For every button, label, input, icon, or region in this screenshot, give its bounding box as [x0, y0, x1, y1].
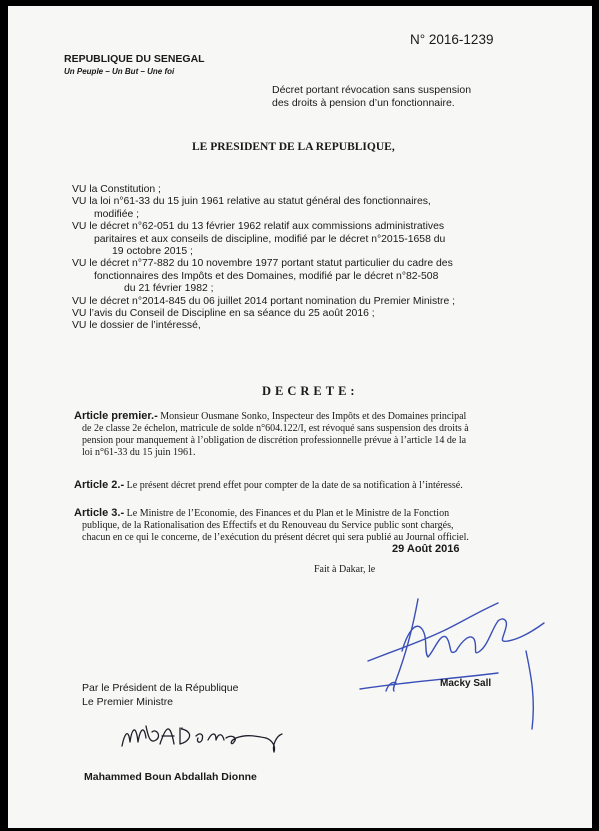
- president-title: LE PRESIDENT DE LA REPUBLIQUE,: [192, 141, 395, 153]
- national-motto: Un Peuple – Un But – Une foi: [64, 67, 175, 76]
- article-2: [74, 479, 538, 492]
- president-signature: [348, 591, 558, 741]
- article-text: pension pour manquement à l’obligation de discrétion professionnelle prévue à l’article 14 de la: [82, 435, 467, 446]
- visa-line: VU le décret n°62-051 du 13 février 1962 relatif aux commissions administratives: [72, 221, 445, 233]
- article-text: Monsieur Ousmane Sonko, Inspecteur des Impôts et des Domaines principal: [157, 411, 467, 422]
- visa-line: du 21 février 1982 ;: [124, 283, 214, 295]
- article-text: de 2e classe 2e échelon, matricule de solde n°604.122/I, est révoqué sans suspension des droits à: [82, 423, 469, 434]
- article-label: Article 2.-: [74, 479, 125, 491]
- president-name: Macky Sall: [440, 678, 492, 689]
- signature-date: 29 Août 2016: [392, 543, 460, 555]
- decree-number: N° 2016-1239: [410, 32, 494, 47]
- article-text: loi n°61-33 du 15 juin 1961.: [82, 447, 196, 458]
- article-premier: [74, 410, 538, 459]
- decrete-heading: DECRETE:: [262, 384, 359, 398]
- article-text: Le Ministre de l’Economie, des Finances et du Plan et le Ministre de la Fonction: [124, 508, 450, 519]
- visa-line: VU le décret n°2014-845 du 06 juillet 2014 portant nomination du Premier Ministre ;: [72, 295, 456, 307]
- visa-line: VU la loi n°61-33 du 15 juin 1961 relative au statut général des fonctionnaires,: [72, 196, 431, 208]
- visa-line: paritaires et aux conseils de discipline, modifié par le décret n°2015-1658 du: [94, 233, 446, 245]
- subject-line-1: Décret portant révocation sans suspension: [272, 84, 472, 96]
- article-text: chacun en ce qui le concerne, de l’exécution du présent décret qui sera publié au Journal officiel.: [82, 532, 469, 543]
- decree-subject: [272, 84, 471, 110]
- visas-list: [72, 184, 455, 333]
- article-label: Article premier.-: [74, 410, 158, 422]
- article-text: publique, de la Rationalisation des Effectifs et du Renouveau du Service public sont chargés,: [82, 520, 454, 531]
- visa-line: fonctionnaires des Impôts et des Domaines, modifié par le décret n°82-508: [94, 270, 439, 282]
- visa-line: modifiée ;: [94, 208, 140, 220]
- visa-line: VU l’avis du Conseil de Discipline en sa séance du 25 août 2016 ;: [72, 308, 375, 320]
- subject-line-2: des droits à pension d’un fonctionnaire.: [272, 97, 455, 109]
- visa-line: 19 octobre 2015 ;: [112, 246, 193, 258]
- republic-name: REPUBLIQUE DU SENEGAL: [64, 53, 205, 65]
- prime-minister-signature: [116, 716, 306, 756]
- decree-page: [8, 6, 592, 828]
- article-label: Article 3.-: [74, 507, 125, 519]
- visa-line: VU le dossier de l’intéressé,: [72, 320, 201, 332]
- article-3: [74, 507, 538, 544]
- visa-line: VU le décret n°77-882 du 10 novembre 1977 portant statut particulier du cadre des: [72, 258, 453, 270]
- countersign-line-2: Le Premier Ministre: [82, 696, 174, 708]
- article-text: Le présent décret prend effet pour compter de la date de sa notification à l’intéressé.: [124, 480, 463, 491]
- countersign-line-1: Par le Président de la République: [82, 682, 239, 694]
- prime-minister-name: Mahammed Boun Abdallah Dionne: [84, 771, 257, 783]
- place-of-signing: Fait à Dakar, le: [314, 564, 376, 575]
- visa-line: VU la Constitution ;: [72, 184, 161, 195]
